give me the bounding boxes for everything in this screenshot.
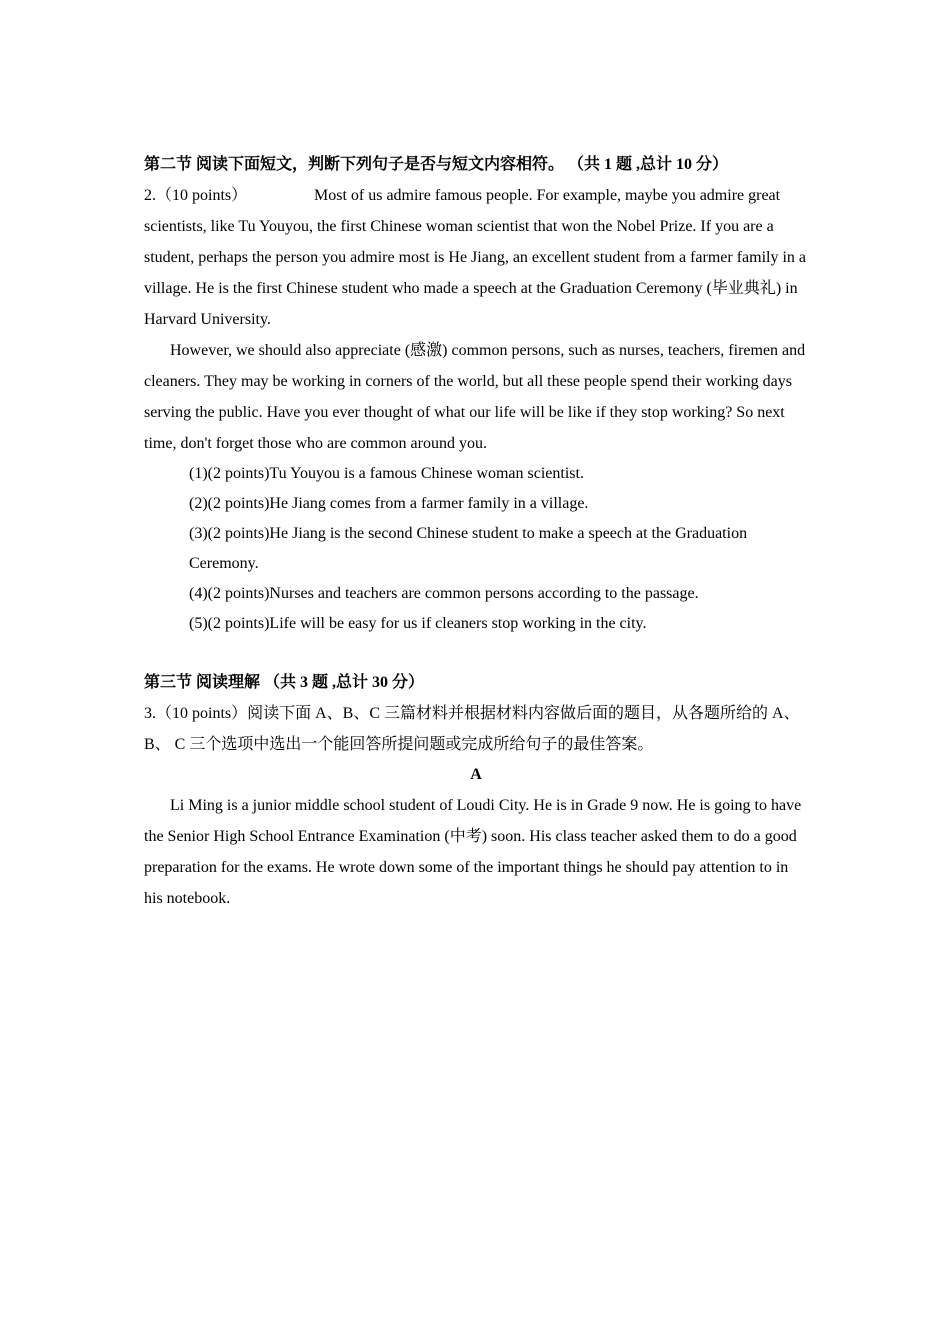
true-false-items xyxy=(144,459,808,639)
tf-item-3: (3)(2 points)He Jiang is the second Chinese student to make a speech at the Graduation Ceremony. xyxy=(189,525,748,572)
tf-item-1: (1)(2 points)Tu Youyou is a famous Chinese woman scientist. xyxy=(189,465,584,482)
section2-para1 xyxy=(144,180,808,335)
section-spacer xyxy=(144,639,808,668)
passage-a-title: A xyxy=(470,766,482,783)
section2-title: 第二节 阅读下面短文，判断下列句子是否与短文内容相符。 （共 1 题 ,总计 10 分） xyxy=(144,156,729,173)
section3-title: 第三节 阅读理解 （共 3 题 ,总计 30 分） xyxy=(144,674,425,691)
question-2-label: 2.（10 points） xyxy=(144,187,248,204)
section3-instruction: 3.（10 points）阅读下面 A、B、C 三篇材料并根据材料内容做后面的题目，从各题所给的 A、B、 C 三个选项中选出一个能回答所提问题或完成所给句子的最佳答案。 xyxy=(144,705,800,753)
tf-item-4: (4)(2 points)Nurses and teachers are common persons according to the passage. xyxy=(189,585,699,602)
passage-a-text: Li Ming is a junior middle school student of Loudi City. He is in Grade 9 now. He is going to have the Senior High School Entrance Examination (中考) soon. His class teacher asked them to do a good preparation for the exams. He wrote down some of the important things he should pay attention to in his notebook. xyxy=(144,797,802,907)
document-page xyxy=(144,150,808,914)
section2-para2: However, we should also appreciate (感激) common persons, such as nurses, teachers, firemen and cleaners. They may be working in corners of the world, but all these people spend their working days serving the public. Have you ever thought of what our life will be like if they stop working? So next time, don't forget those who are common around you. xyxy=(144,342,806,452)
tf-item-5: (5)(2 points)Life will be easy for us if cleaners stop working in the city. xyxy=(189,615,647,632)
tf-item-2: (2)(2 points)He Jiang comes from a farmer family in a village. xyxy=(189,495,589,512)
passage-text-1: Most of us admire famous people. For example, maybe you admire great scientists, like Tu Youyou, the first Chinese woman scientist that won the Nobel Prize. If you are a student, perhaps the person you admire most is He Jiang, an excellent student from a farmer family in a village. He is the first Chinese student who made a speech at the Graduation Ceremony (毕业典礼) in Harvard University. xyxy=(144,187,807,328)
